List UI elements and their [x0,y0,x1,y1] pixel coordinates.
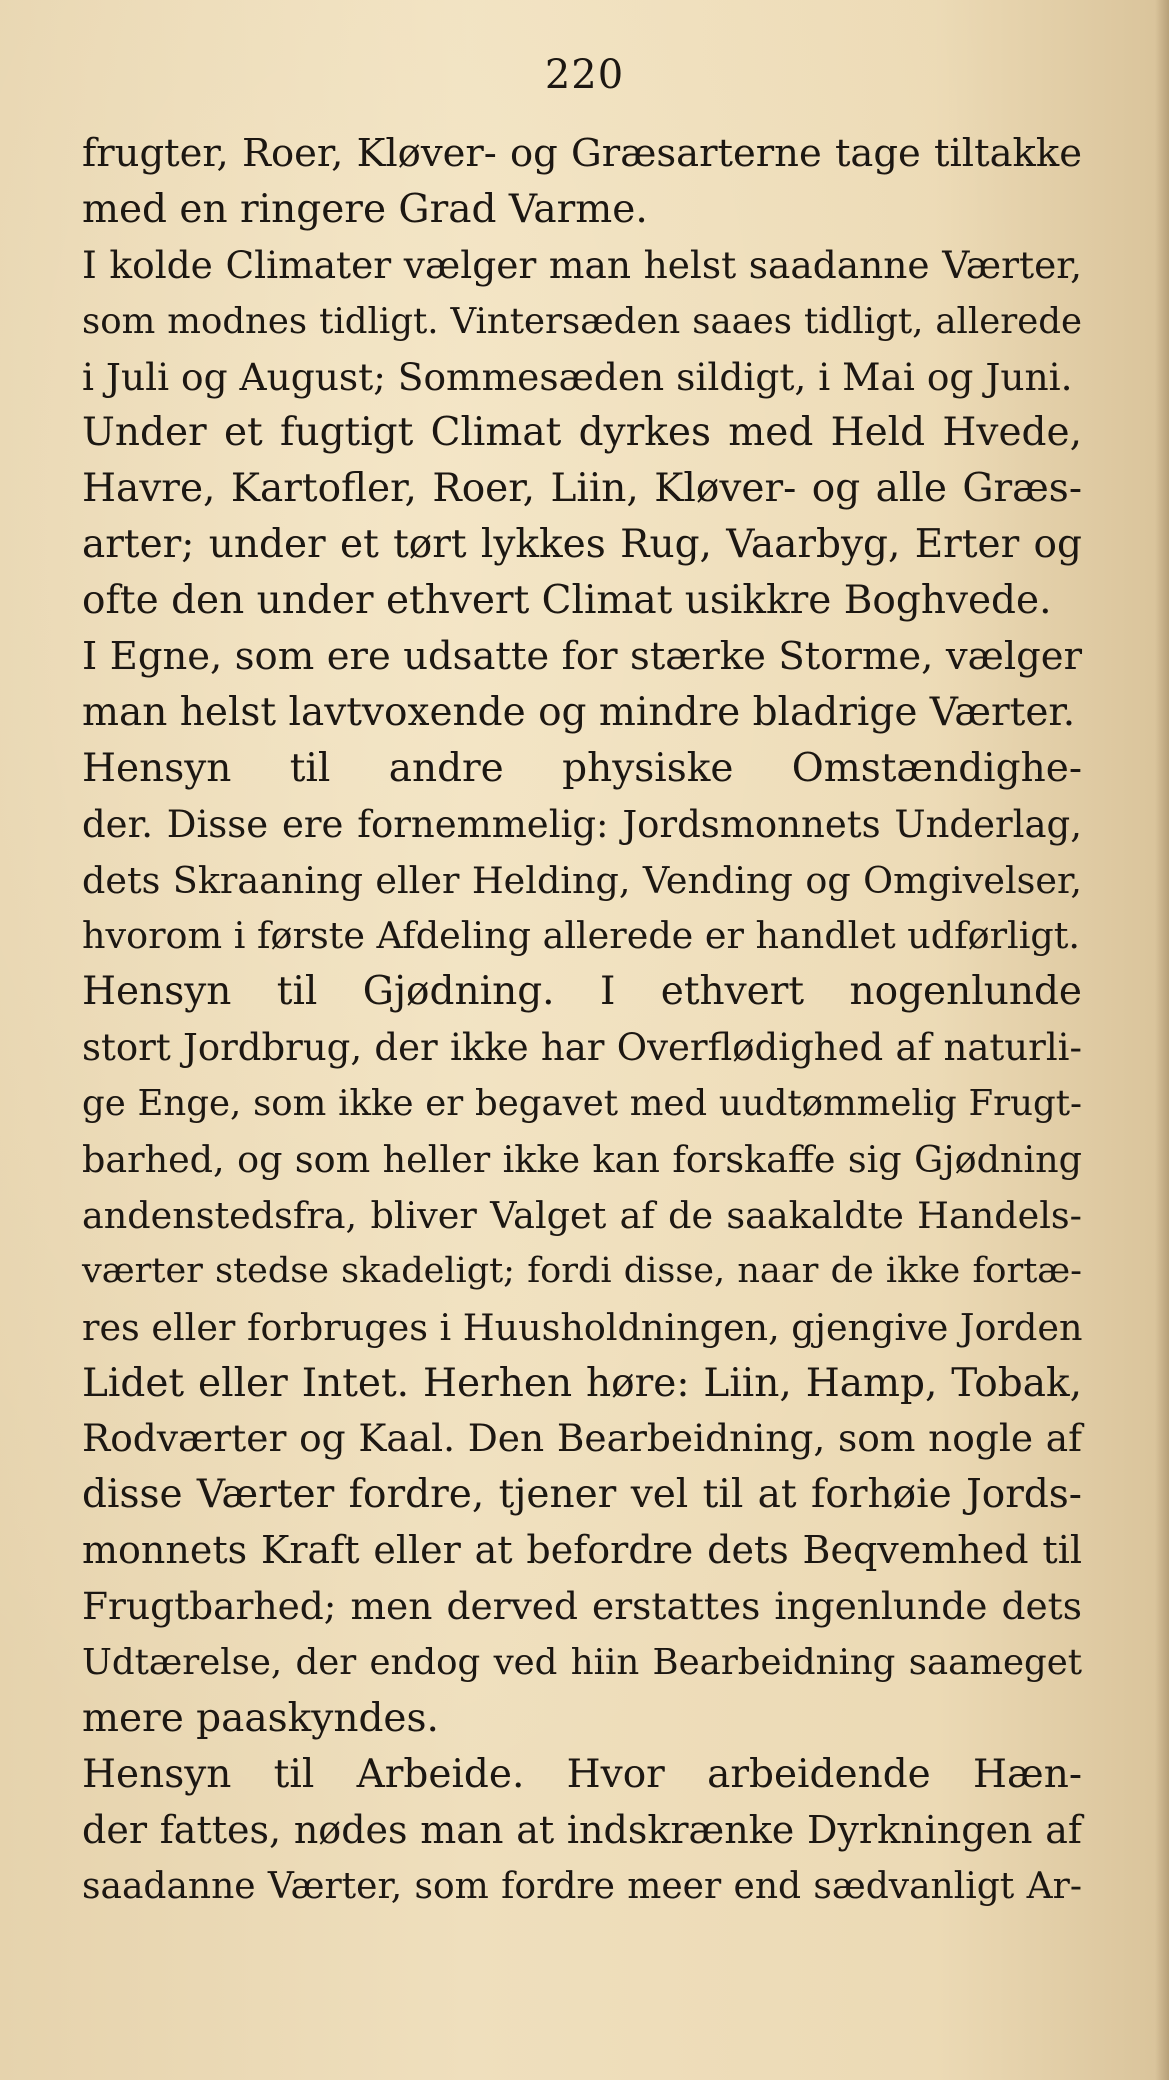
text-line: mere paaskyndes. [82,1695,439,1741]
text-line: saadanne Værter, som fordre meer end sædvanligt Ar- [82,1865,1082,1907]
text-line: der fattes, nødes man at indskrænke Dyrkningen af [82,1807,1082,1852]
text-line: i Juli og August; Sommesæden sildigt, i Mai og Juni. [82,354,1073,399]
text-line: arter; under et tørt lykkes Rug, Vaarbyg, Erter og [82,522,1082,568]
text-line: med en ringere Grad Varme. [82,186,648,232]
text-line: Under et fugtigt Climat dyrkes med Held Hvede, [82,410,1082,456]
text-line: værter stedse skadeligt; fordi disse, naar de ikke fortæ- [82,1250,1082,1291]
page-edge-shadow [1155,0,1169,2080]
text-line: Havre, Kartofler, Roer, Liin, Kløver- og alle Græs- [82,466,1082,512]
text-line: som modnes tidligt. Vintersæden saaes tidligt, allerede [82,300,1082,342]
text-line: hvorom i første Afdeling allerede er handlet udførligt. [82,914,1081,958]
text-line: der. Disse ere fornemmelig: Jordsmonnets Underlag, [82,802,1082,846]
text-line: stort Jordbrug, der ikke har Overflødighed af naturli- [82,1026,1082,1070]
text-line: ge Enge, som ikke er begavet med uudtømmelig Frugt- [82,1083,1082,1125]
text-line: dets Skraaning eller Helding, Vending og Omgivelser, [82,858,1082,902]
text-line: man helst lavtvoxende og mindre bladrige Værter. [82,689,1076,735]
text-line: andenstedsfra, bliver Valget af de saakaldte Handels- [82,1193,1082,1237]
text-line: Hensyn til Gjødning. I ethvert nogenlunde [82,969,1082,1015]
text-line: Hensyn til Arbeide. Hvor arbeidende Hæn- [82,1751,1082,1797]
body-text [82,126,1082,1915]
text-line: I Egne, som ere udsatte for stærke Storme, vælger [82,634,1082,680]
page-number: 220 [544,52,625,98]
text-line: res eller forbruges i Huusholdningen, gjengive Jorden [82,1305,1083,1349]
text-line: Lidet eller Intet. Herhen høre: Liin, Hamp, Tobak, [82,1360,1082,1406]
text-line: ofte den under ethvert Climat usikkre Boghvede. [82,578,1052,624]
text-line: Frugtbarhed; men derved erstattes ingenlunde dets [82,1584,1082,1629]
text-line: Hensyn til andre physiske Omstændighe- [82,745,1082,791]
text-line: disse Værter fordre, tjener vel til at forhøie Jords- [82,1472,1082,1518]
text-line: frugter, Roer, Kløver- og Græsarterne tage tiltakke [82,131,1082,176]
text-line: monnets Kraft eller at befordre dets Beqvemhed til [82,1528,1082,1573]
text-line: I kolde Climater vælger man helst saadanne Værter, [82,242,1082,287]
text-line: Udtærelse, der endog ved hiin Bearbeidning saameget [82,1642,1082,1684]
text-line: Rodværter og Kaal. Den Bearbeidning, som nogle af [82,1416,1082,1461]
text-line: barhed, og som heller ikke kan forskaffe sig Gjødning [82,1138,1082,1182]
